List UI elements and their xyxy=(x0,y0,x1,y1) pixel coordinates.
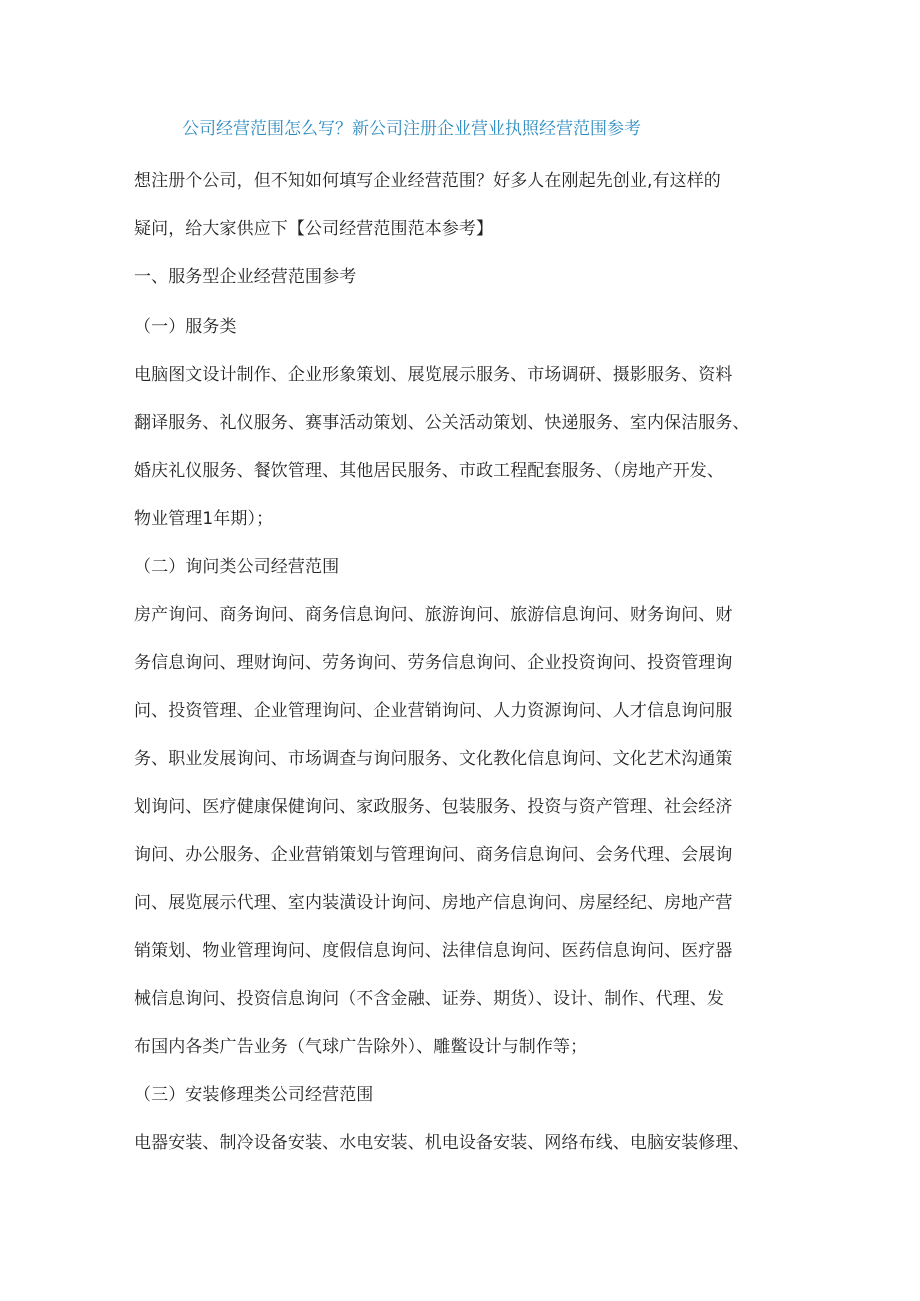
paragraph-line: 务信息询问、理财询问、劳务询问、劳务信息询问、企业投资询问、投资管理询 xyxy=(134,653,733,673)
paragraph-line: 械信息询问、投资信息询问（不含金融、证券、期货）、设计、制作、代理、发 xyxy=(134,989,724,1009)
paragraph-line: 划询问、医疗健康保健询问、家政服务、包装服务、投资与资产管理、社会经济 xyxy=(134,797,733,817)
section-heading: 一、服务型企业经营范围参考 xyxy=(134,267,357,287)
paragraph-line: 物业管理1年期）； xyxy=(134,509,274,529)
paragraph-line: 房产询问、商务询问、商务信息询问、旅游询问、旅游信息询问、财务询问、财 xyxy=(134,605,733,625)
document-title: 公司经营范围怎么写？新公司注册企业营业执照经营范围参考 xyxy=(182,119,641,139)
subsection-heading: （二）询问类公司经营范围 xyxy=(134,557,340,577)
paragraph-line: 翻译服务、礼仪服务、赛事活动策划、公关活动策划、快递服务、室内保洁服务、 xyxy=(134,413,750,433)
paragraph-line: 问、展览展示代理、室内装潢设计询问、房地产信息询问、房屋经纪、房地产营 xyxy=(134,893,733,913)
paragraph-line: 询问、办公服务、企业营销策划与管理询问、商务信息询问、会务代理、会展询 xyxy=(134,845,733,865)
paragraph-line: 婚庆礼仪服务、餐饮管理、其他居民服务、市政工程配套服务、（房地产开发、 xyxy=(134,461,724,481)
subsection-heading: （三）安装修理类公司经营范围 xyxy=(134,1085,374,1105)
subsection-heading: （一）服务类 xyxy=(134,317,237,337)
paragraph-line: 务、职业发展询问、市场调查与询问服务、文化教化信息询问、文化艺术沟通策 xyxy=(134,749,733,769)
paragraph-line: 问、投资管理、企业管理询问、企业营销询问、人力资源询问、人才信息询问服 xyxy=(134,701,733,721)
paragraph-line: 布国内各类广告业务（气球广告除外）、雕鳖设计与制作等； xyxy=(134,1037,588,1057)
paragraph-line: 疑问，给大家供应下【公司经营范围范本参考】 xyxy=(134,219,494,239)
paragraph-line: 电器安装、制冷设备安装、水电安装、机电设备安装、网络布线、电脑安装修理、 xyxy=(134,1133,750,1153)
paragraph-line: 销策划、物业管理询问、度假信息询问、法律信息询问、医药信息询问、医疗器 xyxy=(134,941,733,961)
paragraph-line: 电脑图文设计制作、企业形象策划、展览展示服务、市场调研、摄影服务、资料 xyxy=(134,365,733,385)
paragraph-line: 想注册个公司，但不知如何填写企业经营范围？好多人在刚起先创业,有这样的 xyxy=(134,171,721,191)
